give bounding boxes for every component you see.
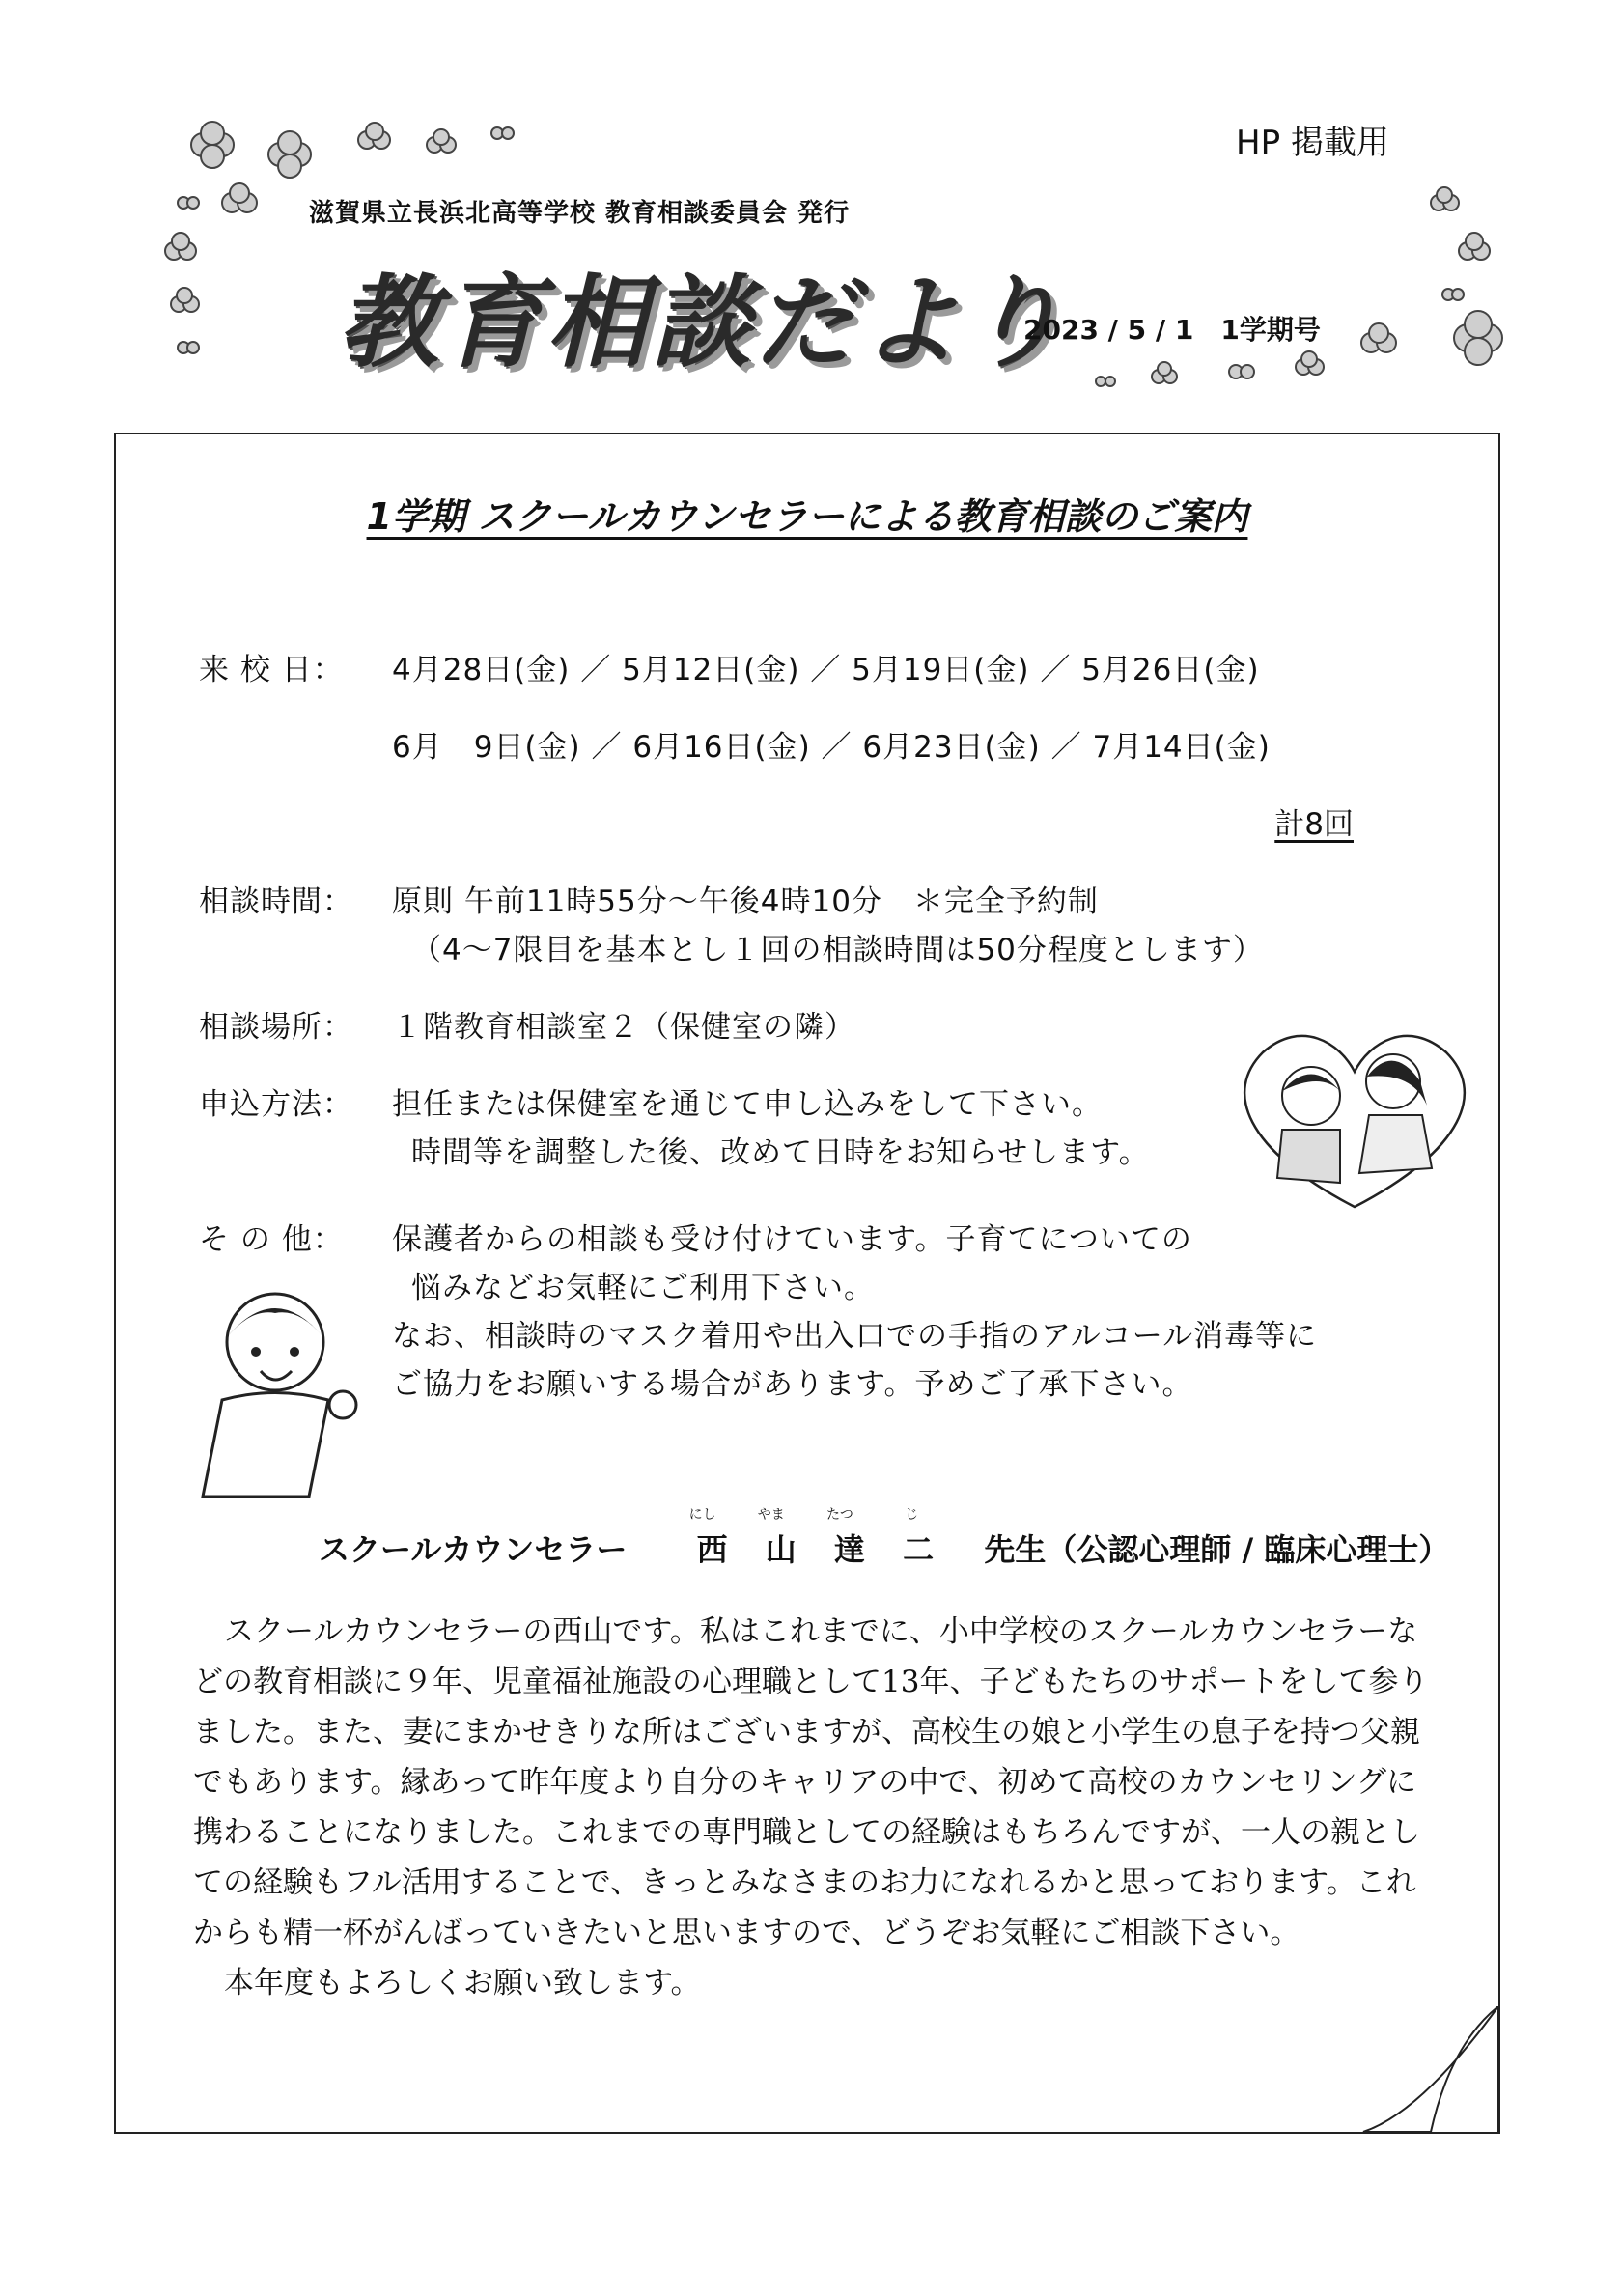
place-label: 相談場所： xyxy=(199,1010,353,1045)
apply-label: 申込方法： xyxy=(199,1087,353,1122)
other-row xyxy=(199,1215,1192,1258)
time-label: 相談時間： xyxy=(199,884,353,919)
page-curl xyxy=(1354,2006,1498,2132)
notice-title: 1学期 スクールカウンセラーによる教育相談のご案内 xyxy=(366,495,1248,538)
place-row xyxy=(199,1002,855,1046)
visit-dates-2: 6月 9日(金) ／ 6月16日(金) ／ 6月23日(金) ／ 7月14日(金) xyxy=(392,730,1271,765)
visit-label: 来 校 日： xyxy=(199,653,344,687)
place-value: １階教育相談室２（保健室の隣） xyxy=(392,1010,855,1045)
name-tatsu: 達 xyxy=(833,1531,865,1568)
apply-row xyxy=(199,1079,1103,1123)
visit-total: 計8回 xyxy=(1274,807,1354,842)
other-line-2: 悩みなどお気軽にご利用下さい。 xyxy=(411,1271,875,1305)
time-value: 原則 午前11時55分～午後4時10分 ＊完全予約制 xyxy=(392,884,1099,919)
name-nishi: 西 xyxy=(696,1531,728,1568)
closing-line: 本年度もよろしくお願い致します。 xyxy=(224,1966,701,2001)
page-title: 教育相談だより xyxy=(338,264,1069,381)
apply-line-2: 時間等を調整した後、改めて日時をお知らせします。 xyxy=(411,1135,1150,1170)
hp-label: HP 掲載用 xyxy=(1236,124,1389,162)
issue-date: 2023 / 5 / 1 1学期号 xyxy=(1023,314,1321,346)
name-ji: 二 xyxy=(903,1531,935,1568)
visit-row xyxy=(199,645,1260,688)
time-row xyxy=(199,877,1099,920)
apply-line-1: 担任または保健室を通じて申し込みをして下さい。 xyxy=(392,1087,1103,1122)
counselor-illustration xyxy=(183,1274,396,1506)
notice-frame xyxy=(114,433,1500,2134)
counselor-profile: スクールカウンセラーの西山です。私はこれまでに、小中学校のスクールカウンセラーなどの教育相談に９年、児童福祉施設の心理職として13年、子どもたちのサポートをして参りました。また、妻にまかせきりな所はございますが、高校生の娘と小学生の息子を持つ父親でもあります。縁あって昨年度より自分のキャリアの中で、初めて高校のカウンセリングに携わることになりました。これまでの専門職としての経験はもちろんですが、一人の親としての経験もフル活用することで、きっとみなさまのお力になれるかと思っております。これからも精一杯がんばっていきたいと思いますので、どうぞお気軽にご相談下さい。 xyxy=(193,1614,1429,1950)
ruby-nishi: にし xyxy=(688,1507,716,1523)
issuer: 滋賀県立長浜北高等学校 教育相談委員会 発行 xyxy=(309,199,851,228)
ruby-tatsu: たつ xyxy=(825,1507,853,1523)
ruby-ji: じ xyxy=(905,1507,919,1523)
other-label: そ の 他： xyxy=(199,1222,344,1257)
counselor-suffix: 先生（公認心理師 / 臨床心理士） xyxy=(984,1531,1450,1568)
clover-icon xyxy=(1096,187,1502,386)
other-line-1: 保護者からの相談も受け付けています。子育てについての xyxy=(392,1222,1192,1257)
other-line-3: なお、相談時のマスク着用や出入口での手指のアルコール消毒等に xyxy=(392,1319,1318,1354)
other-line-4: ご協力をお願いする場合があります。予めご了承下さい。 xyxy=(392,1367,1193,1402)
name-yama: 山 xyxy=(765,1531,797,1568)
counselor-heading xyxy=(319,1507,1450,1570)
clover-decoration-right xyxy=(1081,183,1516,396)
visit-dates-1: 4月28日(金) ／ 5月12日(金) ／ 5月19日(金) ／ 5月26日(金) xyxy=(392,653,1260,687)
counselor-role: スクールカウンセラー xyxy=(319,1531,628,1568)
time-note: （4～7限目を基本とし１回の相談時間は50分程度とします） xyxy=(411,933,1264,967)
ruby-yama: やま xyxy=(757,1507,785,1523)
consultation-illustration xyxy=(1224,1014,1485,1217)
